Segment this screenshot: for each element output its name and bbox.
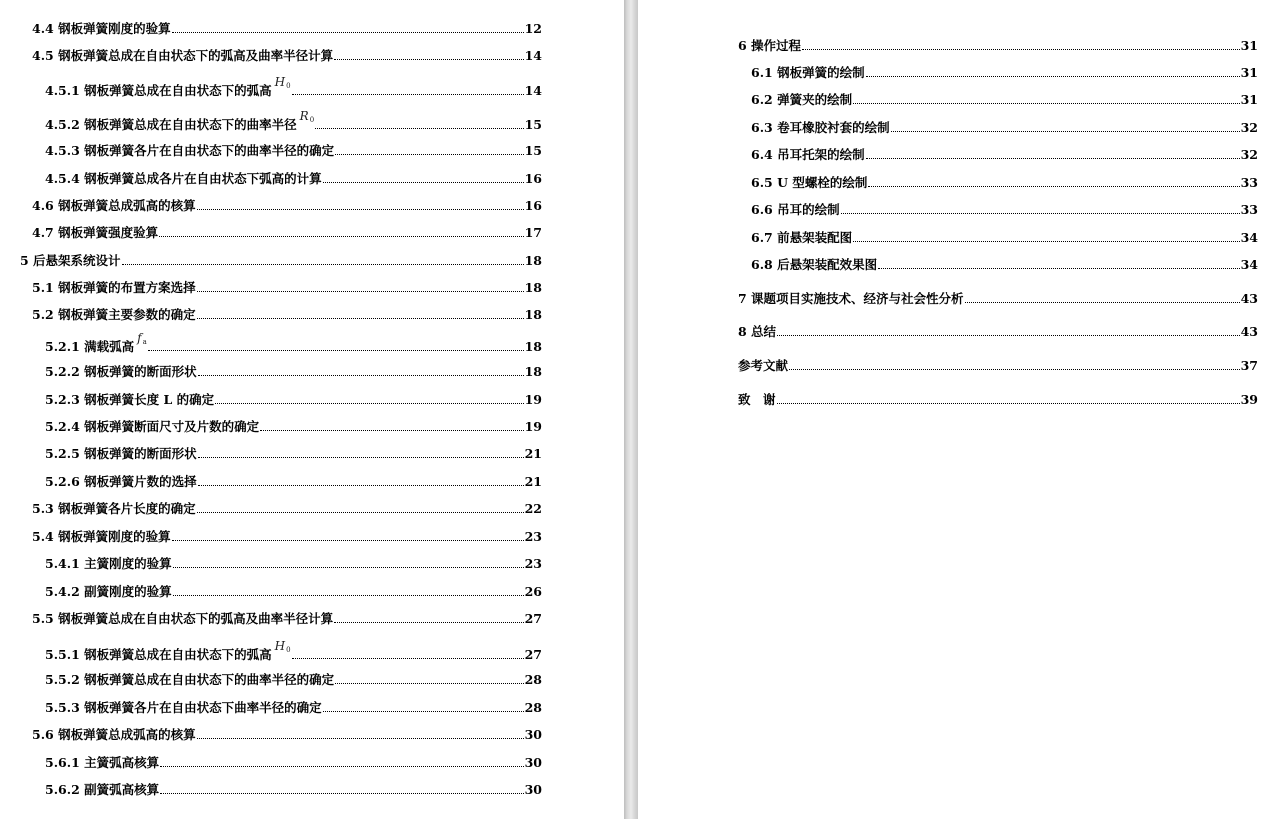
toc-entry-page: 22 <box>524 501 542 516</box>
toc-entry-page: 33 <box>1240 175 1258 190</box>
leader-dots <box>334 59 523 60</box>
toc-entry-page: 43 <box>1240 324 1258 339</box>
toc-entry-page: 34 <box>1240 230 1258 245</box>
leader-dots <box>866 76 1240 77</box>
toc-entry[interactable] <box>32 529 542 544</box>
toc-entry-label: 6.1 钢板弹簧的绘制 <box>751 65 865 80</box>
toc-entry-page: 17 <box>524 225 542 240</box>
toc-entry-label: 6.4 吊耳托架的绘制 <box>751 147 865 162</box>
toc-entry-label: 4.6 钢板弹簧总成弧高的核算 <box>32 198 196 213</box>
toc-page-left <box>0 0 624 819</box>
toc-entry-label: 5.4 钢板弹簧刚度的验算 <box>32 529 171 544</box>
toc-entry-label: 4.5.3 钢板弹簧各片在自由状态下的曲率半径的确定 <box>45 143 335 158</box>
toc-entry-label: 5.6 钢板弹簧总成弧高的核算 <box>32 727 196 742</box>
toc-entry-label: 5.6.1 主簧弧高核算 <box>45 755 160 770</box>
toc-entry[interactable] <box>751 202 1258 217</box>
leader-dots <box>841 213 1240 214</box>
leader-dots <box>891 131 1240 132</box>
leader-dots <box>197 738 524 739</box>
toc-entry-label: 6 操作过程 <box>738 38 802 53</box>
toc-entry[interactable] <box>32 280 542 295</box>
toc-entry[interactable] <box>751 147 1258 162</box>
toc-entry-label: 5.2.2 钢板弹簧的断面形状 <box>45 364 197 379</box>
toc-entry[interactable] <box>32 727 542 742</box>
leader-dots <box>323 711 524 712</box>
toc-entry[interactable] <box>20 253 542 268</box>
toc-entry-label: 4.4 钢板弹簧刚度的验算 <box>32 21 171 36</box>
toc-entry-label: 5.4.1 主簧刚度的验算 <box>45 556 172 571</box>
toc-entry[interactable] <box>45 143 542 158</box>
toc-entry[interactable] <box>751 175 1258 190</box>
toc-entry[interactable] <box>45 364 542 379</box>
leader-dots <box>215 403 523 404</box>
toc-entry[interactable] <box>738 324 1258 339</box>
leader-dots <box>122 264 524 265</box>
toc-entry-page: 19 <box>524 392 542 407</box>
leader-dots <box>777 335 1240 336</box>
toc-entry-page: 30 <box>524 755 542 770</box>
leader-dots <box>197 209 524 210</box>
toc-entry-page: 34 <box>1240 257 1258 272</box>
leader-dots <box>173 567 524 568</box>
leader-dots <box>866 158 1240 159</box>
leader-dots <box>173 595 524 596</box>
toc-entry-page: 18 <box>524 339 542 354</box>
leader-dots <box>789 369 1240 370</box>
toc-entry[interactable] <box>45 75 542 98</box>
toc-entry-label: 4.7 钢板弹簧强度验算 <box>32 225 159 240</box>
toc-entry-label: 5.2.5 钢板弹簧的断面形状 <box>45 446 197 461</box>
toc-entry-label: 5.5.1 钢板弹簧总成在自由状态下的弧高 <box>45 647 272 662</box>
toc-page-right <box>638 0 1281 819</box>
toc-entry[interactable] <box>45 446 542 461</box>
leader-dots <box>159 236 523 237</box>
toc-entry[interactable] <box>32 48 542 63</box>
toc-entry-label: 6.8 后悬架装配效果图 <box>751 257 878 272</box>
toc-entry-label: 5.2.6 钢板弹簧片数的选择 <box>45 474 197 489</box>
toc-entry[interactable] <box>45 331 542 354</box>
leader-dots <box>335 154 523 155</box>
leader-dots <box>160 793 523 794</box>
leader-dots <box>292 658 524 659</box>
toc-entry-label: 5.3 钢板弹簧各片长度的确定 <box>32 501 196 516</box>
toc-entry-label: 5.2 钢板弹簧主要参数的确定 <box>32 307 196 322</box>
leader-dots <box>198 485 524 486</box>
toc-entry-page: 28 <box>524 700 542 715</box>
toc-entry-page: 18 <box>524 253 542 268</box>
toc-entry-page: 21 <box>524 474 542 489</box>
toc-entry-label: 4.5.4 钢板弹簧总成各片在自由状态下弧高的计算 <box>45 171 322 186</box>
toc-entry-page: 27 <box>524 647 542 662</box>
toc-entry-label: 8 总结 <box>738 324 777 339</box>
toc-entry[interactable] <box>32 198 542 213</box>
toc-entry[interactable] <box>45 584 542 599</box>
toc-entry-label: 5.5.2 钢板弹簧总成在自由状态下的曲率半径的确定 <box>45 672 335 687</box>
leader-dots <box>198 375 524 376</box>
toc-entry-label: 4.5 钢板弹簧总成在自由状态下的弧高及曲率半径计算 <box>32 48 334 63</box>
toc-entry-label: 5.5 钢板弹簧总成在自由状态下的弧高及曲率半径计算 <box>32 611 334 626</box>
toc-entry-page: 14 <box>524 83 542 98</box>
toc-entry[interactable] <box>45 109 542 132</box>
toc-entry-label: 致 谢 <box>738 392 776 407</box>
toc-entry-label: 5.5.3 钢板弹簧各片在自由状态下曲率半径的确定 <box>45 700 322 715</box>
toc-entry[interactable] <box>751 230 1258 245</box>
leader-dots <box>197 291 524 292</box>
toc-entry-page: 32 <box>1240 120 1258 135</box>
leader-dots <box>868 186 1239 187</box>
toc-entry-page: 31 <box>1240 92 1258 107</box>
toc-entry[interactable] <box>738 38 1258 53</box>
leader-dots <box>802 49 1240 50</box>
leader-dots <box>853 103 1239 104</box>
toc-entry-label: 5.6.2 副簧弧高核算 <box>45 782 160 797</box>
toc-entry-label: 6.5 U 型螺栓的绘制 <box>751 175 868 190</box>
toc-entry-page: 18 <box>524 307 542 322</box>
toc-entry[interactable] <box>751 257 1258 272</box>
leader-dots <box>160 766 523 767</box>
toc-entry[interactable] <box>45 672 542 687</box>
toc-entry[interactable] <box>45 755 542 770</box>
toc-entry[interactable] <box>751 120 1258 135</box>
leader-dots <box>148 350 524 351</box>
toc-entry-page: 26 <box>524 584 542 599</box>
page-gutter <box>624 0 638 819</box>
toc-entry-page: 31 <box>1240 38 1258 53</box>
toc-entry-page: 39 <box>1240 392 1258 407</box>
leader-dots <box>878 268 1239 269</box>
leader-dots <box>965 302 1240 303</box>
toc-entry[interactable] <box>45 419 542 434</box>
toc-entry[interactable] <box>738 392 1258 407</box>
math-symbol: fa <box>137 331 147 346</box>
toc-entry-label: 5.4.2 副簧刚度的验算 <box>45 584 172 599</box>
toc-entry-page: 31 <box>1240 65 1258 80</box>
toc-entry-page: 28 <box>524 672 542 687</box>
toc-entry[interactable] <box>45 474 542 489</box>
toc-entry-label: 5.2.3 钢板弹簧长度 L 的确定 <box>45 392 215 407</box>
toc-entry[interactable] <box>45 639 542 662</box>
toc-entry-label: 7 课题项目实施技术、经济与社会性分析 <box>738 291 964 306</box>
leader-dots <box>777 403 1240 404</box>
leader-dots <box>334 622 523 623</box>
toc-entry-label: 5.2.4 钢板弹簧断面尺寸及片数的确定 <box>45 419 260 434</box>
toc-entry[interactable] <box>32 307 542 322</box>
math-symbol: R0 <box>299 109 315 124</box>
leader-dots <box>315 128 523 129</box>
leader-dots <box>853 241 1239 242</box>
toc-entry-label: 6.6 吊耳的绘制 <box>751 202 840 217</box>
toc-entry-page: 18 <box>524 364 542 379</box>
leader-dots <box>260 430 523 431</box>
math-symbol: H0 <box>274 639 291 654</box>
toc-entry[interactable] <box>32 611 542 626</box>
toc-entry[interactable] <box>45 392 542 407</box>
toc-entry-page: 19 <box>524 419 542 434</box>
leader-dots <box>172 540 524 541</box>
toc-entry-label: 6.3 卷耳橡胶衬套的绘制 <box>751 120 890 135</box>
toc-entry-label: 6.2 弹簧夹的绘制 <box>751 92 853 107</box>
toc-entry[interactable] <box>45 171 542 186</box>
math-symbol: H0 <box>274 75 291 90</box>
toc-entry-label: 5.2.1 满载弧高 <box>45 339 135 354</box>
toc-entry-page: 23 <box>524 556 542 571</box>
toc-entry-page: 15 <box>524 143 542 158</box>
toc-entry[interactable] <box>45 782 542 797</box>
toc-entry[interactable] <box>738 291 1258 306</box>
leader-dots <box>198 457 524 458</box>
toc-entry-page: 18 <box>524 280 542 295</box>
toc-entry[interactable] <box>32 501 542 516</box>
toc-entry-label: 5 后悬架系统设计 <box>20 253 121 268</box>
toc-entry-page: 14 <box>524 48 542 63</box>
toc-entry-page: 23 <box>524 529 542 544</box>
toc-entry[interactable] <box>32 21 542 36</box>
toc-entry-page: 21 <box>524 446 542 461</box>
toc-entry-label: 4.5.1 钢板弹簧总成在自由状态下的弧高 <box>45 83 272 98</box>
toc-entry[interactable] <box>751 65 1258 80</box>
leader-dots <box>292 94 524 95</box>
toc-entry-page: 27 <box>524 611 542 626</box>
toc-entry-page: 30 <box>524 782 542 797</box>
toc-entry[interactable] <box>32 225 542 240</box>
toc-entry-page: 12 <box>524 21 542 36</box>
toc-entry-page: 15 <box>524 117 542 132</box>
toc-entry-page: 33 <box>1240 202 1258 217</box>
toc-entry-page: 37 <box>1240 358 1258 373</box>
toc-entry-page: 32 <box>1240 147 1258 162</box>
toc-entry-page: 16 <box>524 198 542 213</box>
toc-entry-label: 参考文献 <box>738 358 789 373</box>
toc-entry[interactable] <box>45 700 542 715</box>
toc-entry[interactable] <box>45 556 542 571</box>
toc-entry-label: 4.5.2 钢板弹簧总成在自由状态下的曲率半径 <box>45 117 297 132</box>
leader-dots <box>323 182 524 183</box>
leader-dots <box>335 683 523 684</box>
toc-entry-label: 6.7 前悬架装配图 <box>751 230 853 245</box>
leader-dots <box>197 318 524 319</box>
toc-entry[interactable] <box>751 92 1258 107</box>
toc-entry-page: 43 <box>1240 291 1258 306</box>
toc-entry-label: 5.1 钢板弹簧的布置方案选择 <box>32 280 196 295</box>
toc-entry[interactable] <box>738 358 1258 373</box>
leader-dots <box>197 512 524 513</box>
toc-entry-page: 16 <box>524 171 542 186</box>
toc-entry-page: 30 <box>524 727 542 742</box>
leader-dots <box>172 32 524 33</box>
